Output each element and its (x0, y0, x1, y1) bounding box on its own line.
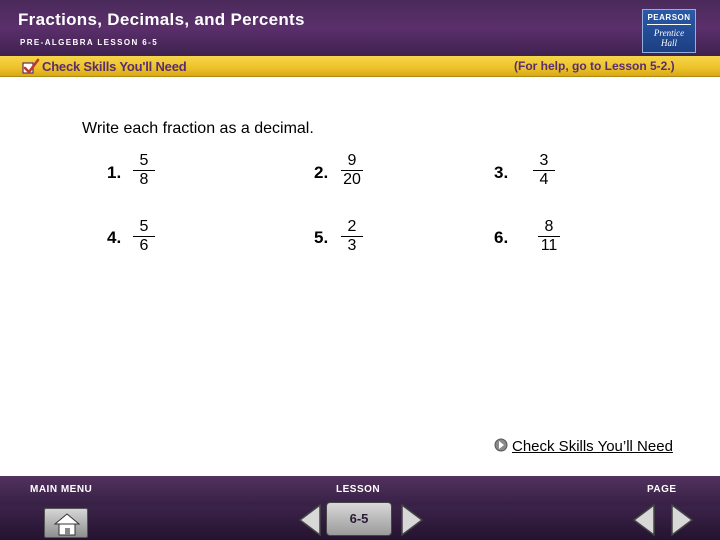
problem-1-fraction (127, 152, 161, 189)
logo-hall: Hall (660, 38, 677, 48)
page-next-button[interactable] (670, 502, 696, 538)
page-title: Fractions, Decimals, and Percents (18, 10, 305, 29)
problem-1-denominator: 8 (139, 171, 149, 188)
check-skills-label: Check Skills You'll Need (42, 59, 187, 74)
page-label: PAGE (647, 484, 677, 495)
check-mark-icon (22, 58, 40, 75)
problem-3-denominator: 4 (539, 171, 549, 188)
check-skills-link[interactable]: Check Skills You’ll Need (512, 438, 673, 455)
problem-3-numerator: 3 (539, 152, 549, 169)
problem-3-fraction (527, 152, 561, 189)
lesson-label: LESSON (336, 484, 381, 495)
main-menu-button[interactable] (44, 508, 88, 538)
logo-bottom-text (643, 28, 695, 48)
lesson-subtitle: PRE-ALGEBRA LESSON 6-5 (20, 38, 159, 47)
main-menu-label: MAIN MENU (30, 484, 93, 495)
pearson-logo (642, 9, 696, 53)
problem-1-number: 1. (107, 163, 122, 182)
problem-3-number: 3. (494, 163, 509, 182)
home-icon (45, 509, 89, 539)
problem-2-denominator: 20 (343, 171, 361, 188)
lesson-prev-button[interactable] (296, 502, 322, 538)
problem-6-denominator: 11 (540, 237, 558, 254)
check-skills-bar (0, 56, 720, 77)
instruction-text: Write each fraction as a decimal. (82, 120, 314, 137)
problem-4-number: 4. (107, 228, 122, 247)
problem-1-numerator: 5 (139, 152, 149, 169)
problem-2-fraction (335, 152, 369, 189)
problem-2-numerator: 9 (347, 152, 357, 169)
problem-5-fraction (335, 218, 369, 255)
lesson-number-display: 6-5 (326, 502, 392, 536)
arrow-bullet-icon (493, 437, 509, 453)
problem-4-fraction (127, 218, 161, 255)
problem-2-number: 2. (314, 163, 329, 182)
problem-4-numerator: 5 (139, 218, 149, 235)
problem-6-fraction (532, 218, 566, 255)
help-reference[interactable]: (For help, go to Lesson 5-2.) (514, 59, 675, 73)
logo-top-text: PEARSON (647, 13, 691, 22)
problem-6-numerator: 8 (544, 218, 554, 235)
page-prev-button[interactable] (630, 502, 656, 538)
logo-divider (647, 24, 691, 25)
problem-5-denominator: 3 (347, 237, 357, 254)
lesson-next-button[interactable] (400, 502, 426, 538)
problem-5-number: 5. (314, 228, 329, 247)
problem-5-numerator: 2 (347, 218, 357, 235)
problem-4-denominator: 6 (139, 237, 149, 254)
logo-prentice: Prentice (653, 28, 685, 38)
problem-6-number: 6. (494, 228, 509, 247)
header-bar (0, 0, 720, 56)
